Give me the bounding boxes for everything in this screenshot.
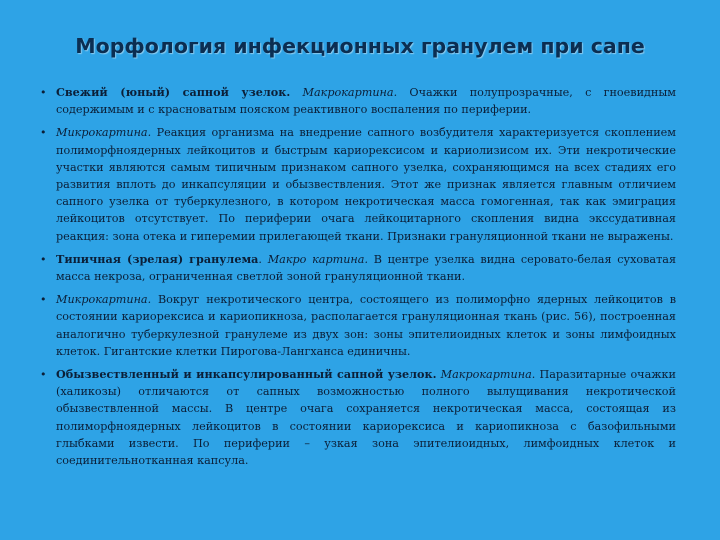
- bullet-text-run: Реакция организма на внедрение сапного возбудителя характеризуется скоплением полиморфноядерных лейкоцитов и быстрым кариорексисом и кариолизисом их. Эти некротические участки являются самым типичным признаком сапного узелка, сохраняющимся на всех стадиях его развития вплоть до инкапсуляции и обызвествления. Этот же признак является главным отличием сапного узелка от туберкулезного, в котором некротическая масса гомогенная, так как эмиграция лейкоцитов отсутствует. По периферии очага лейкоцитарного скопления видна экссудативная реакция: зона отека и гиперемии прилегающей ткани. Признаки грануляционной ткани не выражены.: [56, 126, 676, 243]
- bullet-text-run: Типичная (зрелая) гранулема: [56, 251, 259, 266]
- bullet-text-run: Вокруг некротического центра, состоящего из полиморфно ядерных лейкоцитов в состоянии кариорексиса и кариопикноза, располагается грануляционная ткань (рис. 56), построенная аналогично туберкулезной гранулеме из двух зон: зоны эпителиоидных клеток и зоны лимфоидных клеток. Гигантские клетки Пирогова-Лангханса единичны.: [56, 293, 676, 358]
- bullet-text-run: В центре узелка видна серовато-белая суховатая масса некроза, ограниченная светлой зоной грануляционной ткани.: [56, 252, 677, 284]
- slide-title: Морфология инфекционных гранулем при сапе: [75, 34, 645, 58]
- bullet-text-run: Очажки полупрозрачные, с гноевидным содержимым и с красноватым пояском реактивного воспаления по периферии.: [56, 86, 676, 117]
- bullet-marker: •: [40, 252, 47, 266]
- bullet-paragraph: [40, 251, 676, 285]
- bullet-text-run: Свежий (юный) сапной узелок.: [56, 85, 291, 99]
- bullet-text-run: Микрокартина.: [56, 126, 152, 140]
- bullet-marker: •: [40, 293, 47, 307]
- bullet-paragraph: [40, 84, 676, 118]
- slide-body: [40, 84, 676, 475]
- bullet-text-run: Макрокартина.: [290, 86, 398, 99]
- bullet-text-run: Паразитарные очажки (халикозы) отличаются от сапных возможностью полного вылущивания некротической обызвествленной массы. В центре очага сохраняется некротическая масса, состоящая из полиморфноядерных лейкоцитов в состоянии кариорексиса и кариопикноза с базофильными глыбками извести. По периферии – узкая зона эпителиоидных, лимфоидных клеток и соединительнотканная капсула.: [56, 368, 676, 468]
- bullet-marker: •: [40, 368, 47, 382]
- bullet-text-run: Микрокартина.: [56, 293, 152, 307]
- bullet-paragraph: [40, 291, 676, 360]
- bullet-marker: •: [40, 86, 47, 99]
- bullet-marker: •: [40, 126, 47, 140]
- bullet-paragraph: [40, 366, 676, 469]
- bullet-text-run: Макро картина.: [267, 252, 369, 266]
- bullet-text-run: Обызвествленный и инкапсулированный сапной узелок.: [56, 367, 437, 382]
- bullet-text-run: .: [258, 252, 268, 266]
- bullet-paragraph: [40, 124, 676, 244]
- bullet-text-run: Макрокартина.: [436, 368, 536, 382]
